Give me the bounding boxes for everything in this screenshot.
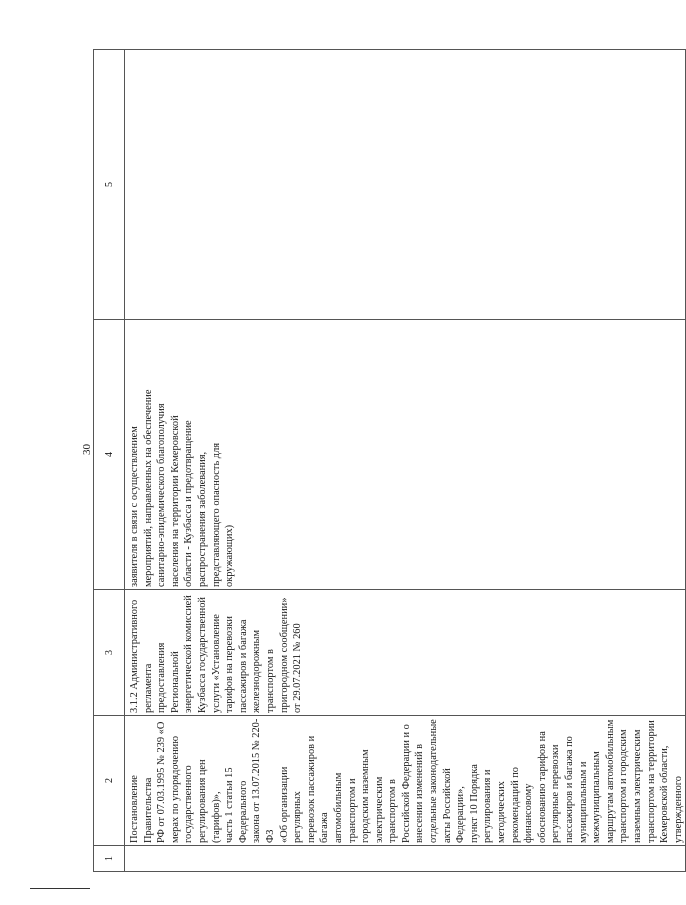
cell-col-4 — [125, 320, 686, 590]
header-col-4: 4 — [94, 320, 125, 590]
header-col-2: 2 — [94, 716, 125, 846]
header-col-1: 1 — [94, 846, 125, 872]
cell-col-4-text: заявителя в связи с осуществлением мероприятий, направленных на обеспечение санитарно-эпидемического благополучия населения на территории Кемеровской области - Кузбасса и предотвращение распространения заболевания, представляющего опасность для окружающих) — [129, 389, 236, 587]
header-col-3: 3 — [94, 590, 125, 716]
rotated-table-wrapper — [93, 50, 684, 872]
cell-col-1 — [125, 846, 686, 872]
cell-col-5 — [125, 50, 686, 320]
footnote-separator — [30, 888, 90, 889]
header-col-5: 5 — [94, 50, 125, 320]
table-header-row — [94, 50, 125, 872]
page-number: 30 — [81, 444, 93, 455]
cell-col-3 — [125, 590, 686, 716]
cell-col-2 — [125, 716, 686, 846]
cell-col-2-text: Постановление Правительства РФ от 07.03.1995 № 239 «О мерах по упорядочению государственного регулирования цен (тарифов)», часть 1 статьи 15 Федерального закона от 13.07.2015 № 220-ФЗ «Об организации регулярных перевозок пассажиров и багажа автомобильным транспортом и городским наземным электрическим транспортом в Российской Федерации и о внесении изменений в отдельные законодательные акты Российской Федерации», пункт 10 Порядка регулирования и методических рекомендаций по финансовому обоснованию тарифов на регулярные перевозки пассажиров и багажа по муниципальным и межмуниципальным маршрутам автомобильным транспортом и городским наземным электрическим транспортом на территории Кемеровской области, утвержденного — [129, 718, 684, 843]
table-row — [125, 50, 686, 872]
cell-col-3-text: 3.1.2 Административного регламента предоставления Региональной энергетической комиссией Кузбасса государственной услуги «Установление тарифов на перевозки пассажиров и багажа железнодорожным транспортом в пригородном сообщении» от 29.07.2021 № 260 — [129, 595, 304, 713]
regulation-table — [93, 49, 686, 872]
